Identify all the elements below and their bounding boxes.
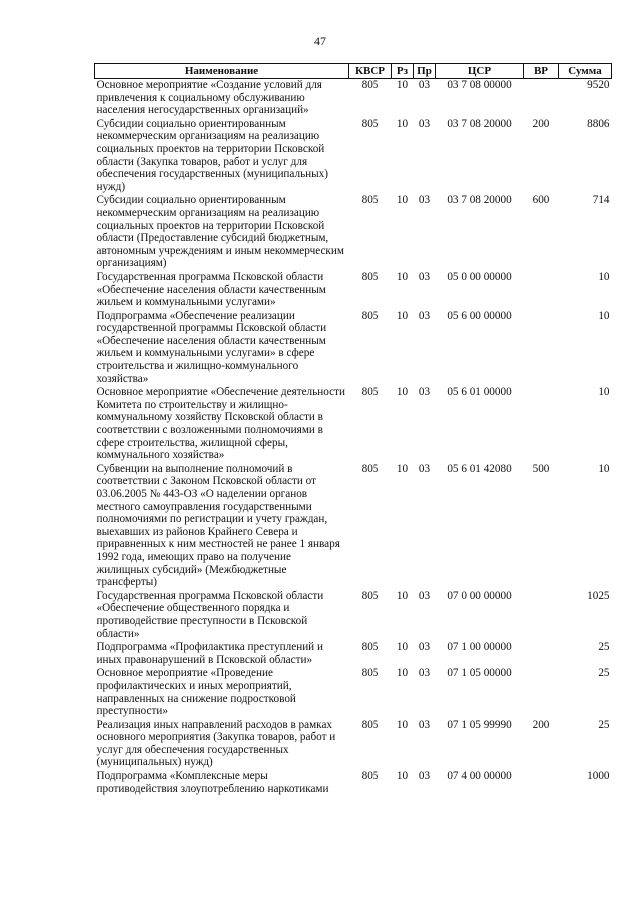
- header-pr: Пр: [414, 64, 436, 79]
- cell-csr: 03 7 08 00000: [447, 79, 512, 91]
- cell-pr: 03: [418, 462, 431, 475]
- cell-sum: 10: [598, 270, 610, 283]
- cell-sum: 25: [598, 718, 610, 731]
- table-row: [95, 194, 612, 271]
- cell-rz: 10: [396, 589, 409, 602]
- page-number: 47: [314, 34, 326, 48]
- cell-csr: 07 1 05 99990: [447, 718, 512, 731]
- cell-vr: [524, 271, 559, 310]
- cell-sum: 9520: [587, 79, 610, 91]
- header-kvsr: КВСР: [349, 64, 392, 79]
- cell-pr: 03: [418, 718, 431, 731]
- cell-pr: 03: [418, 589, 431, 602]
- cell-csr: 07 1 00 00000: [447, 641, 512, 654]
- cell-vr: 600: [532, 194, 550, 207]
- cell-pr: 03: [418, 117, 431, 130]
- cell-sum: 10: [598, 309, 610, 322]
- cell-csr: 05 6 01 42080: [447, 462, 512, 475]
- cell-sum: 10: [598, 462, 610, 475]
- cell-name: Основное мероприятие «Обеспечение деятельности Комитета по строительству и жилищно-коммунальному хозяйству Псковской области в соответствии с возложенными полномочиями в сфере строительства, жилищной сферы, коммунального хозяйства»: [96, 386, 345, 462]
- cell-vr: 200: [532, 117, 550, 130]
- cell-name: Подпрограмма «Профилактика преступлений и иных правонарушений в Псковской области»: [96, 641, 323, 666]
- cell-rz: 10: [396, 79, 409, 91]
- cell-vr: [524, 590, 559, 641]
- cell-kvsr: 805: [361, 770, 379, 783]
- cell-pr: 03: [418, 194, 431, 207]
- cell-sum: 10: [598, 386, 610, 399]
- cell-name: Субвенции на выполнение полномочий в соответствии с Законом Псковской области от 03.06.2005 № 443-ОЗ «О наделении органов местного самоуправления государственными полномочиями по регистрации и учету граждан, выехавших из районов Крайнего Севера и приравненных к ним местностей не ранее 1 января 1992 года, имеющих право на получение жилищных субсидий» (Межбюджетные трансферты): [96, 462, 340, 589]
- cell-kvsr: 805: [361, 79, 379, 91]
- table-row: [95, 386, 612, 463]
- cell-name: Субсидии социально ориентированным некоммерческим организациям на реализацию социальных проектов на территории Псковской области (Закупка товаров, работ и услуг для обеспечения государственных (муниципальных) нужд): [96, 117, 328, 193]
- header-vr: ВР: [524, 64, 559, 79]
- cell-rz: 10: [396, 386, 409, 399]
- cell-csr: 07 0 00 00000: [447, 589, 512, 602]
- cell-pr: 03: [418, 309, 431, 322]
- table-row: [95, 271, 612, 310]
- cell-rz: 10: [396, 309, 409, 322]
- table-row: [95, 770, 612, 796]
- cell-rz: 10: [396, 770, 409, 783]
- table-row: [95, 79, 612, 118]
- cell-kvsr: 805: [361, 386, 379, 399]
- cell-vr: [524, 386, 559, 463]
- cell-vr: [524, 79, 559, 118]
- cell-kvsr: 805: [361, 309, 379, 322]
- header-sum: Сумма: [559, 64, 612, 79]
- cell-csr: 05 6 00 00000: [447, 309, 512, 322]
- cell-csr: 05 6 01 00000: [447, 386, 512, 399]
- cell-kvsr: 805: [361, 589, 379, 602]
- cell-name: Основное мероприятие «Проведение профилактических и иных мероприятий, направленных на снижение подростковой преступности»: [96, 667, 296, 718]
- cell-name: Государственная программа Псковской области «Обеспечение населения области качественным жильем и коммунальными услугами»: [96, 270, 326, 309]
- cell-csr: 03 7 08 20000: [447, 194, 512, 207]
- cell-rz: 10: [396, 117, 409, 130]
- cell-kvsr: 805: [361, 667, 379, 680]
- cell-rz: 10: [396, 718, 409, 731]
- table-row: [95, 719, 612, 770]
- cell-rz: 10: [396, 641, 409, 654]
- cell-sum: 714: [592, 194, 610, 207]
- cell-name: Основное мероприятие «Создание условий для привлечения к социальному обслуживанию населения негосударственных организаций»: [96, 79, 322, 117]
- header-csr: ЦСР: [436, 64, 524, 79]
- cell-sum: 25: [598, 667, 610, 680]
- cell-name: Реализация иных направлений расходов в рамках основного мероприятия (Закупка товаров, работ и услуг для обеспечения государственных (муниципальных) нужд): [96, 718, 336, 769]
- cell-name: Подпрограмма «Обеспечение реализации государственной программы Псковской области «Обеспечение населения области качественным жильем и коммунальными услугами» в сфере строительства и жилищно-коммунального хозяйства»: [96, 309, 327, 385]
- cell-csr: 05 0 00 00000: [447, 270, 512, 283]
- cell-rz: 10: [396, 667, 409, 680]
- cell-kvsr: 805: [361, 718, 379, 731]
- table-row: [95, 310, 612, 387]
- cell-sum: 8806: [587, 117, 610, 130]
- cell-kvsr: 805: [361, 641, 379, 654]
- table-row: [95, 118, 612, 195]
- cell-rz: 10: [396, 270, 409, 283]
- cell-sum: 1000: [587, 770, 610, 783]
- header-rz: Рз: [392, 64, 414, 79]
- cell-pr: 03: [418, 641, 431, 654]
- cell-csr: 07 1 05 00000: [447, 667, 512, 680]
- cell-vr: 200: [532, 718, 550, 731]
- cell-vr: [524, 770, 559, 796]
- header-name: Наименование: [95, 64, 349, 79]
- table-row: [95, 590, 612, 641]
- table-header-row: [95, 64, 612, 79]
- cell-rz: 10: [396, 462, 409, 475]
- budget-table: [94, 63, 612, 796]
- cell-pr: 03: [418, 79, 431, 91]
- cell-vr: [524, 641, 559, 667]
- cell-sum: 25: [598, 641, 610, 654]
- cell-vr: 500: [532, 462, 550, 475]
- cell-vr: [524, 310, 559, 387]
- cell-name: Государственная программа Псковской области «Обеспечение общественного порядка и противодействие преступности в Псковской области»: [96, 589, 324, 640]
- cell-sum: 1025: [587, 589, 610, 602]
- cell-pr: 03: [418, 667, 431, 680]
- cell-rz: 10: [396, 194, 409, 207]
- table-row: [95, 641, 612, 667]
- cell-kvsr: 805: [361, 270, 379, 283]
- cell-name: Подпрограмма «Комплексные меры противодействия злоупотреблению наркотиками: [96, 770, 329, 795]
- cell-name: Субсидии социально ориентированным некоммерческим организациям на реализацию социальных проектов на территории Псковской области (Предоставление субсидий бюджетным, автономным учреждениям и иным некоммерческим организациям): [96, 194, 344, 270]
- cell-pr: 03: [418, 386, 431, 399]
- cell-vr: [524, 667, 559, 718]
- cell-pr: 03: [418, 770, 431, 783]
- table-row: [95, 667, 612, 718]
- cell-csr: 03 7 08 20000: [447, 117, 512, 130]
- cell-kvsr: 805: [361, 117, 379, 130]
- cell-kvsr: 805: [361, 194, 379, 207]
- cell-kvsr: 805: [361, 462, 379, 475]
- cell-csr: 07 4 00 00000: [447, 770, 512, 783]
- cell-pr: 03: [418, 270, 431, 283]
- table-row: [95, 463, 612, 590]
